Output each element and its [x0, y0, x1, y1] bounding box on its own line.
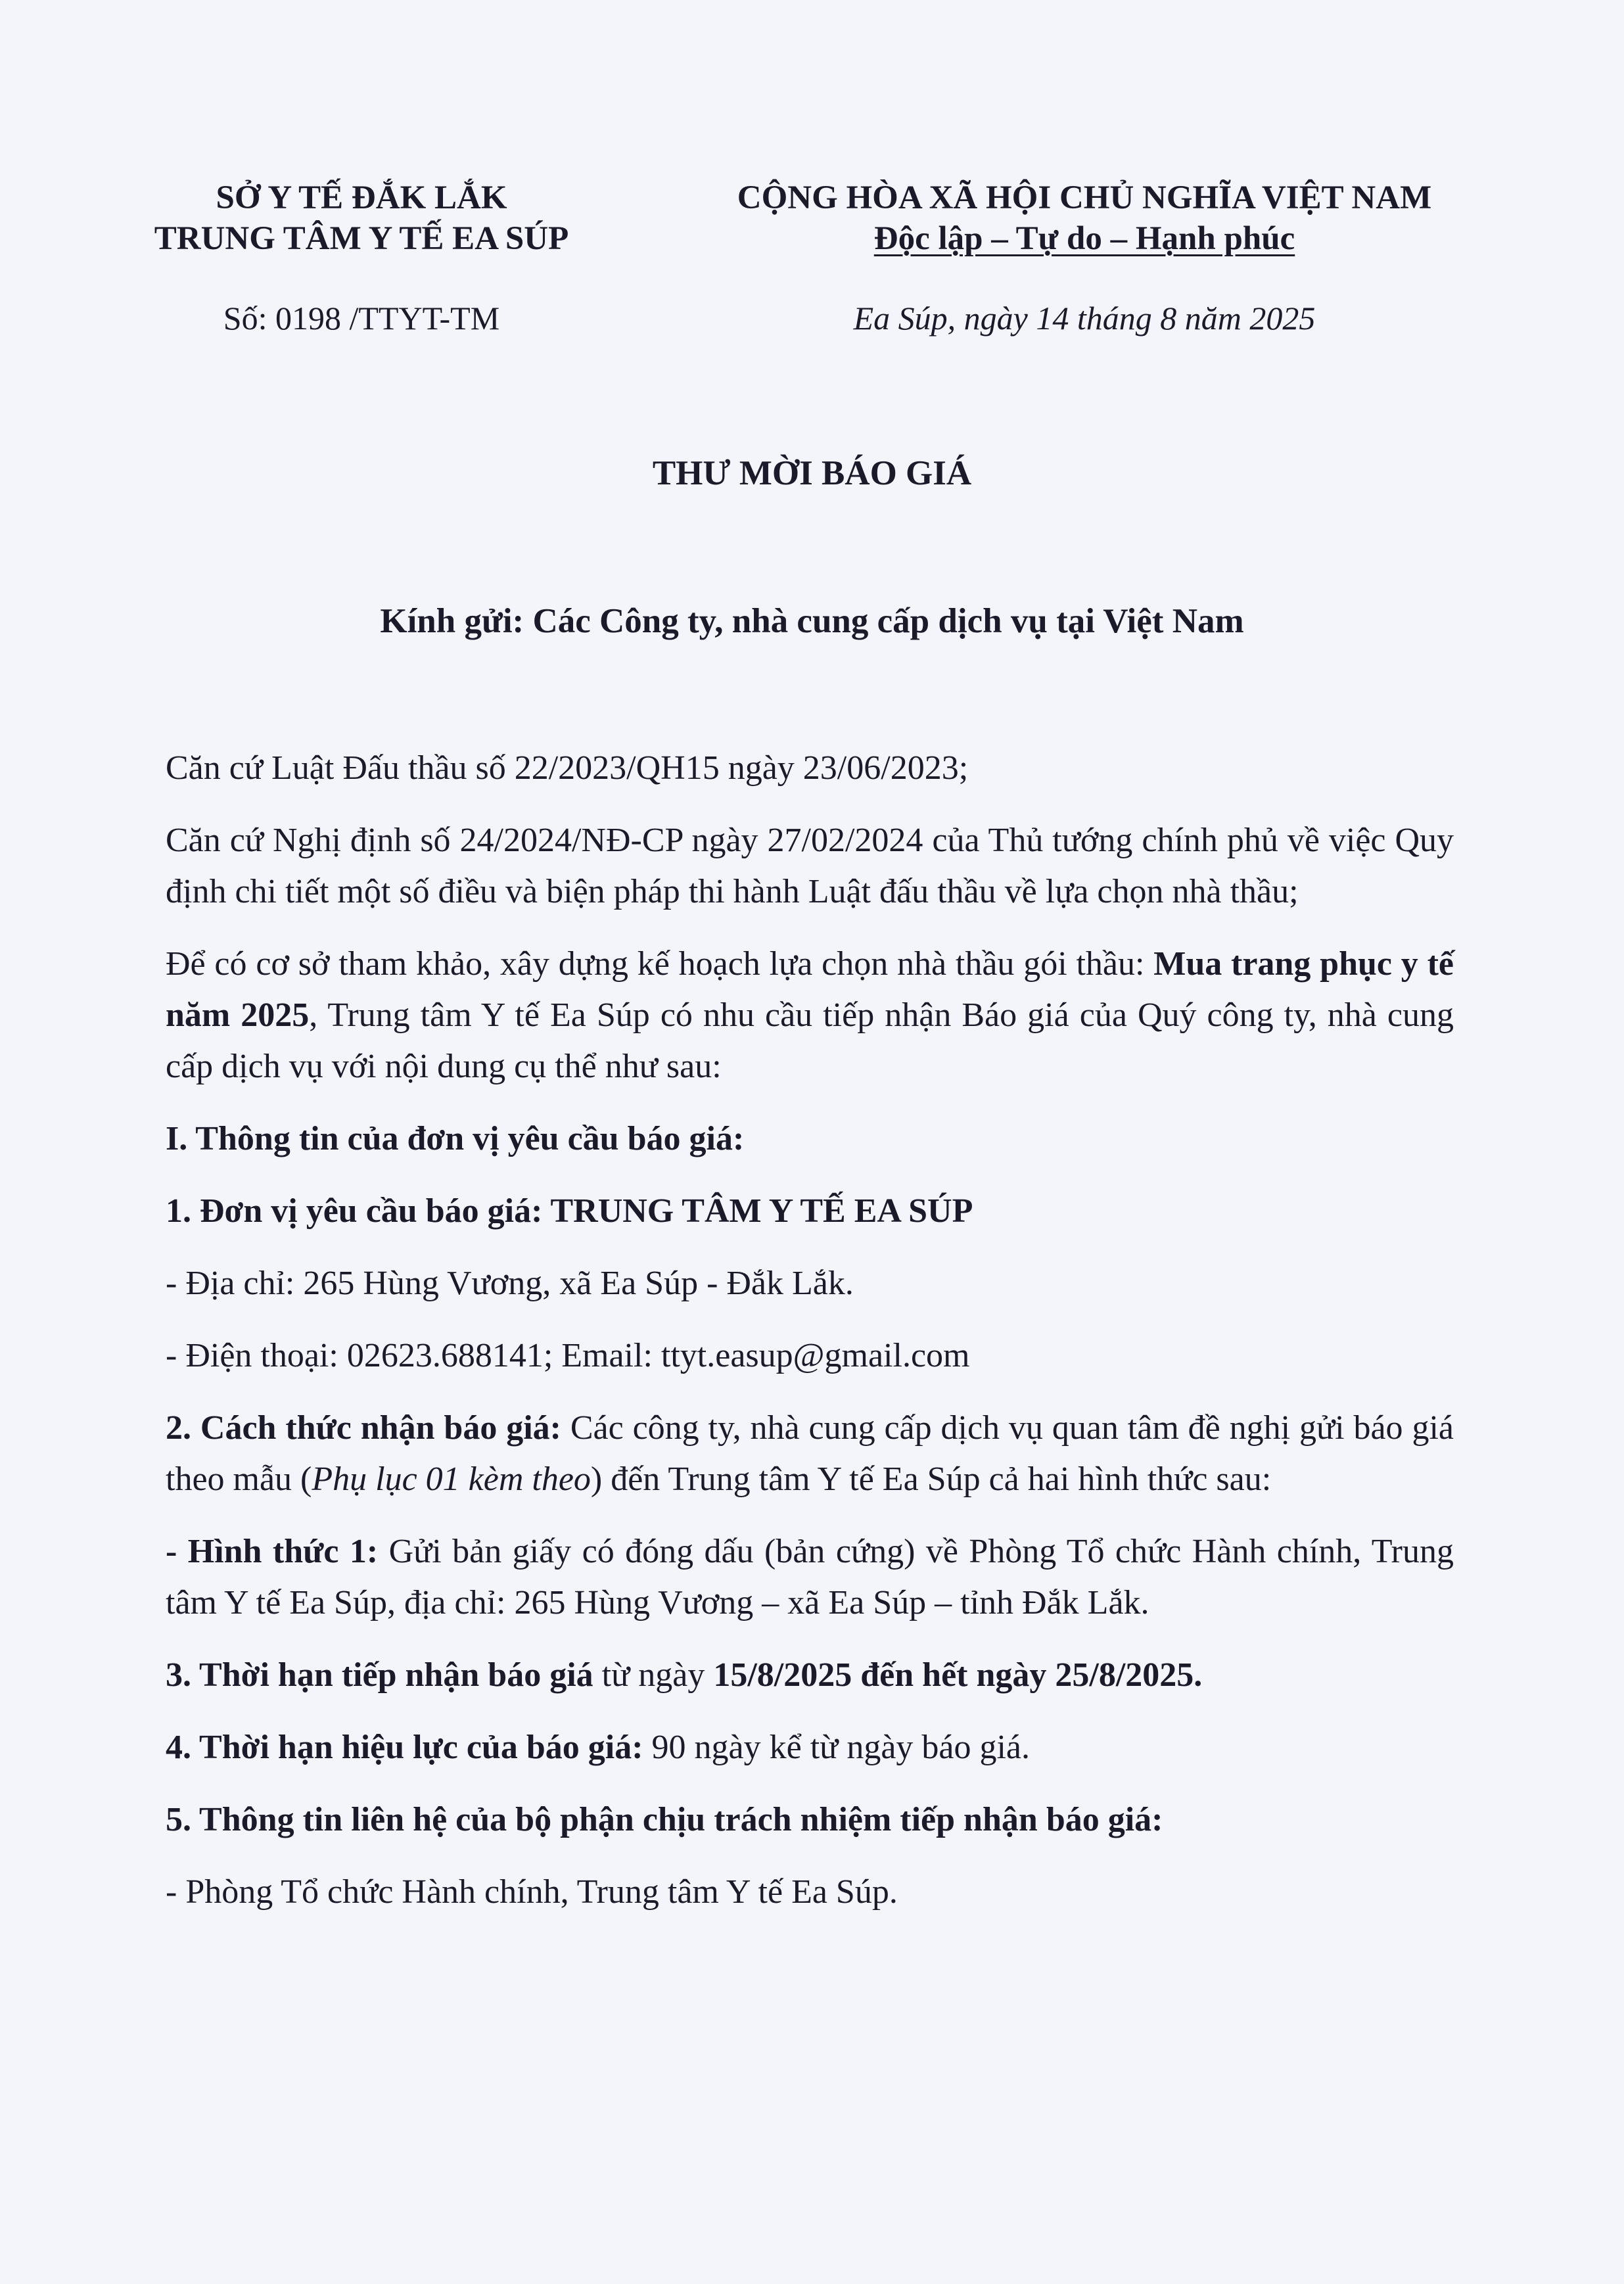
section-heading: I. Thông tin của đơn vị yêu cầu báo giá:	[166, 1120, 745, 1157]
issuing-organization	[99, 177, 624, 259]
package-name: Mua trang phục y tế năm 2025	[166, 945, 1454, 1034]
document-body	[166, 743, 1454, 1939]
address-line: - Địa chỉ: 265 Hùng Vương, xã Ea Súp - Đắk Lắk.	[166, 1265, 854, 1302]
place-date: Ea Súp, ngày 14 tháng 8 năm 2025	[853, 300, 1316, 337]
contact-section-heading: 5. Thông tin liên hệ của bộ phận chịu trách nhiệm tiếp nhận báo giá:	[166, 1801, 1163, 1838]
org-line-1: SỞ Y TẾ ĐẮK LẮK	[216, 179, 507, 216]
national-heading	[657, 177, 1512, 259]
org-line-2: TRUNG TÂM Y TẾ EA SÚP	[154, 220, 569, 257]
receiving-method: 2. Cách thức nhận báo giá: Các công ty, nhà cung cấp dịch vụ quan tâm đề nghị gửi báo giá theo mẫu (Phụ lục 01 kèm theo) đến Trung tâm Y tế Ea Súp cả hai hình thức sau:	[166, 1409, 1454, 1498]
contact-line: - Điện thoại: 02623.688141; Email: ttyt.easup@gmail.com	[166, 1337, 970, 1374]
responsible-department: - Phòng Tổ chức Hành chính, Trung tâm Y tế Ea Súp.	[166, 1873, 898, 1911]
intro-paragraph: Để có cơ sở tham khảo, xây dựng kế hoạch lựa chọn nhà thầu gói thầu: Mua trang phục y tế năm 2025, Trung tâm Y tế Ea Súp có nhu cầu tiếp nhận Báo giá của Quý công ty, nhà cung cấp dịch vụ với nội dung cụ thể như sau:	[166, 945, 1454, 1085]
receiving-deadline: 3. Thời hạn tiếp nhận báo giá từ ngày 15/8/2025 đến hết ngày 25/8/2025.	[166, 1656, 1203, 1694]
basis-law: Căn cứ Luật Đấu thầu số 22/2023/QH15 ngày 23/06/2023;	[166, 749, 969, 787]
quote-validity: 4. Thời hạn hiệu lực của báo giá: 90 ngày kể từ ngày báo giá.	[166, 1729, 1031, 1766]
basis-decree: Căn cứ Nghị định số 24/2024/NĐ-CP ngày 27/02/2024 của Thủ tướng chính phủ về việc Quy định chi tiết một số điều và biện pháp thi hành Luật đấu thầu về lựa chọn nhà thầu;	[166, 822, 1454, 910]
motto: Độc lập – Tự do – Hạnh phúc	[873, 220, 1295, 257]
submission-form-1: - Hình thức 1: Gửi bản giấy có đóng dấu (bản cứng) về Phòng Tổ chức Hành chính, Trung tâm Y tế Ea Súp, địa chỉ: 265 Hùng Vương – xã Ea Súp – tỉnh Đắk Lắk.	[166, 1533, 1454, 1621]
document-title: THƯ MỜI BÁO GIÁ	[652, 454, 972, 492]
country-name: CỘNG HÒA XÃ HỘI CHỦ NGHĨA VIỆT NAM	[737, 179, 1432, 216]
requesting-unit: 1. Đơn vị yêu cầu báo giá: TRUNG TÂM Y TẾ EA SÚP	[166, 1192, 973, 1230]
document-number: Số: 0198 /TTYT-TM	[223, 300, 500, 337]
appendix-reference: Phụ lục 01 kèm theo	[312, 1460, 591, 1498]
recipient-line: Kính gửi: Các Công ty, nhà cung cấp dịch vụ tại Việt Nam	[380, 602, 1244, 640]
